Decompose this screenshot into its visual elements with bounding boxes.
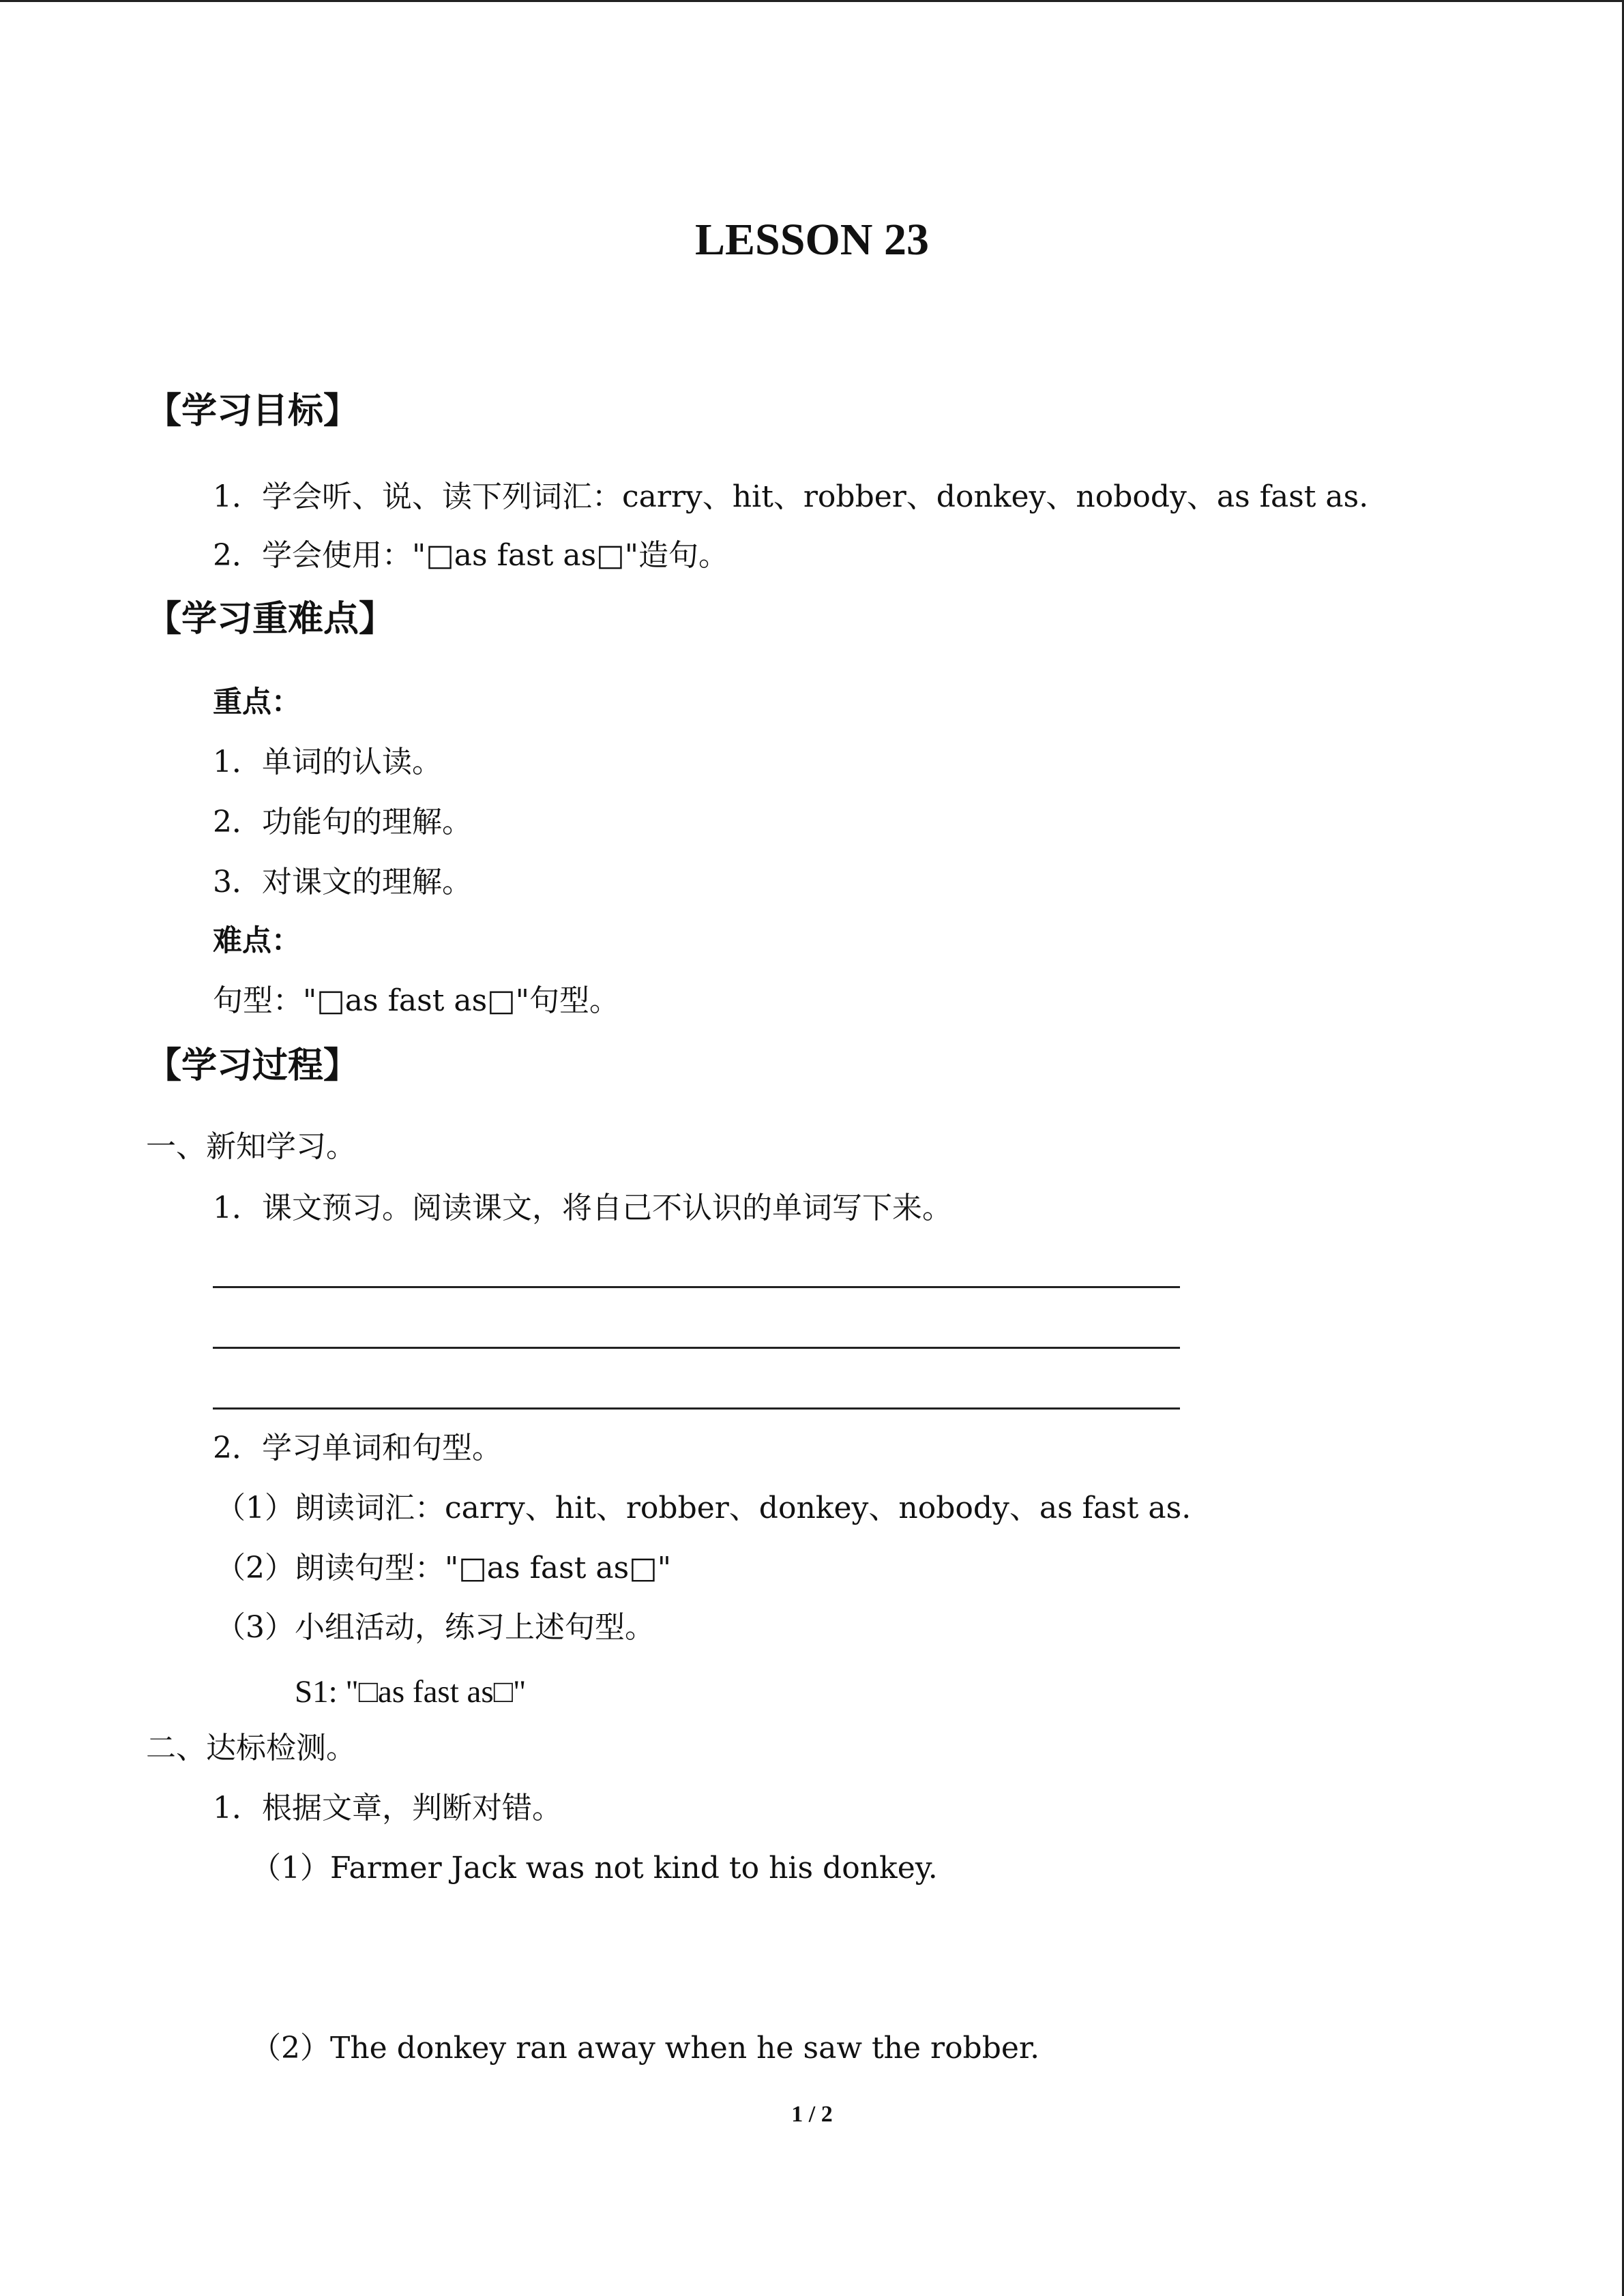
part1-item-1: 1．课文预习。阅读课文，将自己不认识的单词写下来。 (213, 1191, 952, 1225)
goal-item-1: 1．学会听、说、读下列词汇：carry、hit、robber、donkey、nobody、as fast as. (213, 479, 1369, 514)
part1-item-2: 2．学习单词和句型。 (213, 1431, 502, 1465)
focus-label: 重点： (213, 685, 301, 719)
document-title: LESSON 23 (695, 215, 929, 265)
part1-subitem-3: （3）小组活动，练习上述句型。 (216, 1610, 655, 1645)
answer-blank-line-3[interactable] (213, 1407, 1180, 1410)
part1-subitem-2: （2）朗读句型："□as fast as□" (216, 1551, 671, 1585)
part1-title: 一、新知学习。 (146, 1129, 356, 1164)
section-heading-key-points: 【学习重难点】 (146, 599, 395, 640)
focus-item-1: 1．单词的认读。 (213, 745, 442, 779)
question-2: （2）The donkey ran away when he saw the robber. (251, 2031, 1040, 2066)
part1-subitem-1: （1）朗读词汇：carry、hit、robber、donkey、nobody、as fast as. (216, 1491, 1192, 1525)
section-heading-process: 【学习过程】 (146, 1045, 359, 1086)
difficulty-text: 句型："□as fast as□"句型。 (213, 983, 619, 1018)
question-1: （1）Farmer Jack was not kind to his donkey. (251, 1851, 938, 1885)
goal-item-2: 2．学会使用："□as fast as□"造句。 (213, 538, 728, 573)
page-number: 1 / 2 (791, 2102, 833, 2127)
page-top-border (0, 0, 1624, 2)
section-heading-goals: 【学习目标】 (146, 391, 359, 432)
part2-title: 二、达标检测。 (146, 1731, 356, 1765)
part2-item-1: 1．根据文章，判断对错。 (213, 1791, 562, 1825)
focus-item-3: 3．对课文的理解。 (213, 865, 472, 899)
answer-blank-line-2[interactable] (213, 1347, 1180, 1349)
difficulty-label: 难点： (213, 924, 301, 958)
answer-blank-line-1[interactable] (213, 1286, 1180, 1288)
dialogue-line: S1: "□as fast as□" (295, 1674, 527, 1710)
focus-item-2: 2．功能句的理解。 (213, 805, 472, 839)
